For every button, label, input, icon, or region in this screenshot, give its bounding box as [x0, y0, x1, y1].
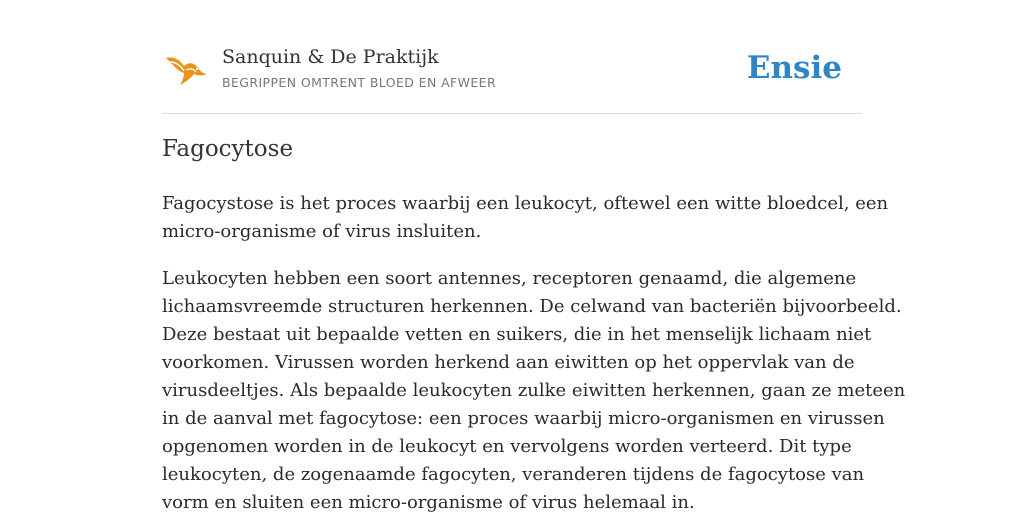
paragraph-line: Leukocyten hebben een soort antennes, receptoren genaamd, die algemene: [162, 268, 857, 289]
article-title: Fagocytose: [162, 136, 294, 162]
ensie-brand-link[interactable]: Ensie: [746, 50, 842, 86]
paragraph-line: opgenomen worden in de leukocyt en vervolgens worden verteerd. Dit type: [162, 436, 852, 457]
paragraph-line: micro-organisme of virus insluiten.: [162, 221, 482, 242]
bird-logo-icon[interactable]: [164, 52, 208, 90]
paragraph-line: vorm en sluiten een micro-organisme of virus helemaal in.: [162, 492, 695, 512]
paragraph-line: Deze bestaat uit bepaalde vetten en suikers, die in het menselijk lichaam niet: [162, 324, 872, 345]
paragraph-line: lichaamsvreemde structuren herkennen. De celwand van bacteriën bijvoorbeeld.: [162, 296, 902, 317]
paragraph-line: leukocyten, de zogenaamde fagocyten, veranderen tijdens de fagocytose van: [162, 464, 865, 485]
paragraph-line: virusdeeltjes. Als bepaalde leukocyten zulke eiwitten herkennen, gaan ze meteen: [162, 380, 906, 401]
paragraph-line: Fagocystose is het proces waarbij een leukocyt, oftewel een witte bloedcel, een: [162, 193, 889, 214]
paragraph-line: in de aanval met fagocytose: een proces waarbij micro-organismen en virussen: [162, 408, 885, 429]
article-paragraph-1: [162, 190, 889, 246]
site-title[interactable]: Sanquin & De Praktijk: [222, 46, 439, 68]
article-paragraph-2: [162, 265, 906, 512]
site-subtitle: BEGRIPPEN OMTRENT BLOED EN AFWEER: [222, 75, 497, 90]
site-header: [162, 40, 862, 114]
paragraph-line: voorkomen. Virussen worden herkend aan eiwitten op het oppervlak van de: [162, 352, 855, 373]
page: [162, 0, 906, 512]
